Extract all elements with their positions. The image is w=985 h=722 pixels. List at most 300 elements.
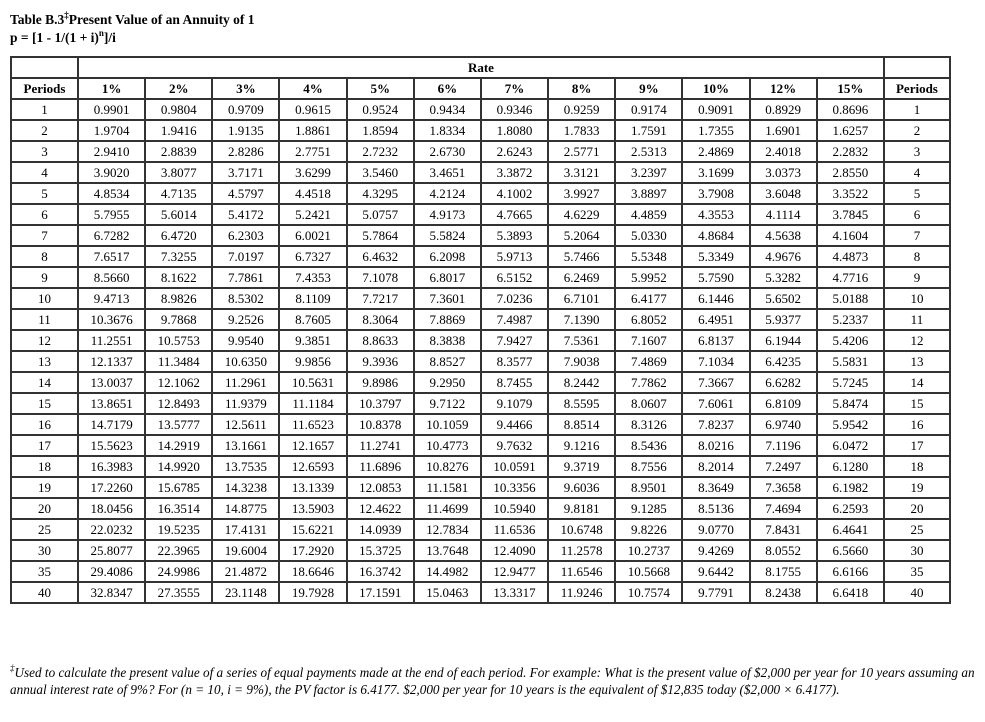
pv-factor-cell: 23.1148 bbox=[212, 582, 279, 603]
rate-column-header: 2% bbox=[145, 78, 212, 99]
pv-factor-cell: 13.7648 bbox=[414, 540, 481, 561]
rate-header: Rate bbox=[78, 57, 884, 78]
pv-factor-cell: 3.3522 bbox=[817, 183, 884, 204]
footnote bbox=[10, 664, 985, 698]
pv-factor-cell: 10.5940 bbox=[481, 498, 548, 519]
pv-factor-cell: 4.4518 bbox=[279, 183, 346, 204]
pv-factor-cell: 5.5831 bbox=[817, 351, 884, 372]
pv-factor-cell: 13.3317 bbox=[481, 582, 548, 603]
pv-factor-cell: 13.1339 bbox=[279, 477, 346, 498]
pv-factor-cell: 5.3282 bbox=[750, 267, 817, 288]
pv-factor-cell: 12.1657 bbox=[279, 435, 346, 456]
pv-factor-cell: 3.9927 bbox=[548, 183, 615, 204]
pv-factor-cell: 0.9434 bbox=[414, 99, 481, 120]
pv-factor-cell: 11.6546 bbox=[548, 561, 615, 582]
pv-factor-cell: 3.8077 bbox=[145, 162, 212, 183]
period-cell: 4 bbox=[11, 162, 78, 183]
pv-factor-cell: 11.1581 bbox=[414, 477, 481, 498]
pv-factor-cell: 32.8347 bbox=[78, 582, 145, 603]
rate-column-header: 10% bbox=[682, 78, 749, 99]
pv-factor-cell: 19.6004 bbox=[212, 540, 279, 561]
rate-column-header: 8% bbox=[548, 78, 615, 99]
pv-factor-cell: 7.3255 bbox=[145, 246, 212, 267]
pv-factor-cell: 10.2737 bbox=[615, 540, 682, 561]
pv-factor-cell: 2.5771 bbox=[548, 141, 615, 162]
pv-factor-cell: 4.5797 bbox=[212, 183, 279, 204]
pv-factor-cell: 4.5638 bbox=[750, 225, 817, 246]
table-row bbox=[11, 372, 950, 393]
pv-factor-cell: 8.5660 bbox=[78, 267, 145, 288]
pv-factor-cell: 0.9259 bbox=[548, 99, 615, 120]
pv-factor-cell: 10.8276 bbox=[414, 456, 481, 477]
pv-factor-cell: 3.3121 bbox=[548, 162, 615, 183]
pv-factor-cell: 11.6523 bbox=[279, 414, 346, 435]
pv-factor-cell: 8.1622 bbox=[145, 267, 212, 288]
pv-factor-cell: 9.2526 bbox=[212, 309, 279, 330]
pv-factor-cell: 7.6061 bbox=[682, 393, 749, 414]
pv-factor-cell: 29.4086 bbox=[78, 561, 145, 582]
pv-factor-cell: 0.9524 bbox=[347, 99, 414, 120]
pv-factor-cell: 6.8137 bbox=[682, 330, 749, 351]
pv-factor-cell: 3.4651 bbox=[414, 162, 481, 183]
pv-factor-cell: 0.9901 bbox=[78, 99, 145, 120]
pv-factor-cell: 9.7122 bbox=[414, 393, 481, 414]
table-row bbox=[11, 246, 950, 267]
pv-factor-cell: 6.8052 bbox=[615, 309, 682, 330]
pv-factor-cell: 9.3936 bbox=[347, 351, 414, 372]
period-cell: 11 bbox=[11, 309, 78, 330]
pv-factor-cell: 0.9804 bbox=[145, 99, 212, 120]
period-cell: 18 bbox=[884, 456, 950, 477]
pv-factor-cell: 9.1285 bbox=[615, 498, 682, 519]
pv-factor-cell: 7.8237 bbox=[682, 414, 749, 435]
period-cell: 3 bbox=[884, 141, 950, 162]
pv-factor-cell: 2.8550 bbox=[817, 162, 884, 183]
pv-factor-cell: 7.3601 bbox=[414, 288, 481, 309]
period-cell: 19 bbox=[884, 477, 950, 498]
pv-factor-cell: 11.4699 bbox=[414, 498, 481, 519]
pv-factor-cell: 7.3667 bbox=[682, 372, 749, 393]
pv-factor-cell: 11.2578 bbox=[548, 540, 615, 561]
pv-factor-cell: 18.0456 bbox=[78, 498, 145, 519]
pv-factor-cell: 9.1079 bbox=[481, 393, 548, 414]
pv-factor-cell: 8.3838 bbox=[414, 330, 481, 351]
pv-factor-cell: 4.4859 bbox=[615, 204, 682, 225]
pv-factor-cell: 3.1699 bbox=[682, 162, 749, 183]
footnote-text: Used to calculate the present value of a series of equal payments made at the end of each period. For example: What is the present value of $2,000 per year for 10 years assuming an annual interest rate of 9%? For (n = 10, i = 9%), the PV factor is 6.4177. $2,000 per year for 10 years is the equivalent of $12,835 today ($2,000 × 6.4177). bbox=[10, 665, 975, 697]
pv-factor-cell: 5.9713 bbox=[481, 246, 548, 267]
pv-factor-cell: 5.3893 bbox=[481, 225, 548, 246]
table-row bbox=[11, 498, 950, 519]
blank-corner-cell bbox=[11, 57, 78, 78]
pv-factor-cell: 6.4641 bbox=[817, 519, 884, 540]
pv-factor-cell: 11.2551 bbox=[78, 330, 145, 351]
pv-factor-cell: 5.4172 bbox=[212, 204, 279, 225]
pv-factor-cell: 22.0232 bbox=[78, 519, 145, 540]
table-row bbox=[11, 561, 950, 582]
period-cell: 35 bbox=[884, 561, 950, 582]
pv-factor-cell: 8.0216 bbox=[682, 435, 749, 456]
pv-factor-cell: 6.6282 bbox=[750, 372, 817, 393]
pv-factor-cell: 12.7834 bbox=[414, 519, 481, 540]
pv-factor-cell: 7.8431 bbox=[750, 519, 817, 540]
period-cell: 11 bbox=[884, 309, 950, 330]
pv-factor-cell: 4.6229 bbox=[548, 204, 615, 225]
pv-factor-cell: 12.9477 bbox=[481, 561, 548, 582]
pv-factor-cell: 1.8080 bbox=[481, 120, 548, 141]
pv-factor-cell: 9.7868 bbox=[145, 309, 212, 330]
table-row bbox=[11, 120, 950, 141]
pv-factor-cell: 7.6517 bbox=[78, 246, 145, 267]
pv-factor-cell: 4.1114 bbox=[750, 204, 817, 225]
pv-factor-cell: 1.7833 bbox=[548, 120, 615, 141]
pv-factor-cell: 4.7716 bbox=[817, 267, 884, 288]
pv-factor-cell: 7.0236 bbox=[481, 288, 548, 309]
pv-factor-cell: 13.5777 bbox=[145, 414, 212, 435]
pv-factor-cell: 13.1661 bbox=[212, 435, 279, 456]
pv-factor-cell: 0.9174 bbox=[615, 99, 682, 120]
period-cell: 25 bbox=[884, 519, 950, 540]
table-row bbox=[11, 456, 950, 477]
pv-factor-cell: 11.2961 bbox=[212, 372, 279, 393]
pv-factor-cell: 8.9826 bbox=[145, 288, 212, 309]
period-cell: 13 bbox=[11, 351, 78, 372]
pv-factor-cell: 6.6166 bbox=[817, 561, 884, 582]
pv-factor-cell: 6.7101 bbox=[548, 288, 615, 309]
pv-factor-cell: 5.7864 bbox=[347, 225, 414, 246]
periods-header-right: Periods bbox=[884, 78, 950, 99]
pv-factor-cell: 6.2469 bbox=[548, 267, 615, 288]
pv-factor-cell: 22.3965 bbox=[145, 540, 212, 561]
pv-factor-cell: 10.0591 bbox=[481, 456, 548, 477]
rate-column-header: 12% bbox=[750, 78, 817, 99]
pv-factor-cell: 8.5595 bbox=[548, 393, 615, 414]
table-row bbox=[11, 330, 950, 351]
pv-factor-cell: 10.4773 bbox=[414, 435, 481, 456]
pv-factor-cell: 17.1591 bbox=[347, 582, 414, 603]
pv-factor-cell: 2.9410 bbox=[78, 141, 145, 162]
pv-factor-cell: 17.2260 bbox=[78, 477, 145, 498]
pv-factor-cell: 4.9676 bbox=[750, 246, 817, 267]
pv-factor-cell: 5.7245 bbox=[817, 372, 884, 393]
pv-factor-cell: 6.5660 bbox=[817, 540, 884, 561]
pv-factor-cell: 5.0757 bbox=[347, 204, 414, 225]
pv-factor-cell: 9.7632 bbox=[481, 435, 548, 456]
pv-factor-cell: 8.2438 bbox=[750, 582, 817, 603]
table-row bbox=[11, 183, 950, 204]
pv-factor-cell: 7.1196 bbox=[750, 435, 817, 456]
pv-factor-cell: 8.1755 bbox=[750, 561, 817, 582]
pv-factor-cell: 10.3797 bbox=[347, 393, 414, 414]
pv-factor-cell: 3.6299 bbox=[279, 162, 346, 183]
pv-factor-cell: 6.0472 bbox=[817, 435, 884, 456]
period-cell: 18 bbox=[11, 456, 78, 477]
period-cell: 7 bbox=[884, 225, 950, 246]
table-row bbox=[11, 393, 950, 414]
pv-factor-cell: 9.6036 bbox=[548, 477, 615, 498]
pv-factor-cell: 15.5623 bbox=[78, 435, 145, 456]
pv-factor-cell: 5.6014 bbox=[145, 204, 212, 225]
table-row bbox=[11, 288, 950, 309]
pv-factor-cell: 7.7861 bbox=[212, 267, 279, 288]
pv-factor-cell: 8.0607 bbox=[615, 393, 682, 414]
pv-factor-cell: 11.9246 bbox=[548, 582, 615, 603]
pv-factor-cell: 1.9416 bbox=[145, 120, 212, 141]
pv-factor-cell: 5.0330 bbox=[615, 225, 682, 246]
pv-factor-cell: 6.2303 bbox=[212, 225, 279, 246]
pv-factor-cell: 9.4713 bbox=[78, 288, 145, 309]
pv-factor-cell: 3.2397 bbox=[615, 162, 682, 183]
pv-factor-cell: 5.7466 bbox=[548, 246, 615, 267]
period-cell: 30 bbox=[11, 540, 78, 561]
pv-factor-cell: 14.9920 bbox=[145, 456, 212, 477]
table-head bbox=[11, 57, 950, 99]
pv-factor-cell: 4.3553 bbox=[682, 204, 749, 225]
pv-factor-cell: 8.7455 bbox=[481, 372, 548, 393]
pv-factor-cell: 5.9542 bbox=[817, 414, 884, 435]
period-cell: 6 bbox=[884, 204, 950, 225]
pv-factor-cell: 12.1337 bbox=[78, 351, 145, 372]
pv-factor-cell: 12.8493 bbox=[145, 393, 212, 414]
pv-factor-cell: 8.0552 bbox=[750, 540, 817, 561]
pv-factor-cell: 6.4632 bbox=[347, 246, 414, 267]
pv-factor-cell: 8.3649 bbox=[682, 477, 749, 498]
pv-factor-cell: 12.6593 bbox=[279, 456, 346, 477]
table-row bbox=[11, 99, 950, 120]
pv-factor-cell: 6.6418 bbox=[817, 582, 884, 603]
pv-factor-cell: 2.4869 bbox=[682, 141, 749, 162]
pv-factor-cell: 11.2741 bbox=[347, 435, 414, 456]
pv-factor-cell: 10.6748 bbox=[548, 519, 615, 540]
pv-factor-cell: 9.9540 bbox=[212, 330, 279, 351]
pv-factor-cell: 1.9135 bbox=[212, 120, 279, 141]
pv-factor-cell: 9.8181 bbox=[548, 498, 615, 519]
pv-factor-cell: 0.9091 bbox=[682, 99, 749, 120]
pv-factor-cell: 5.7955 bbox=[78, 204, 145, 225]
pv-factor-cell: 13.5903 bbox=[279, 498, 346, 519]
annuity-table bbox=[10, 56, 951, 604]
pv-factor-cell: 0.9615 bbox=[279, 99, 346, 120]
pv-factor-cell: 9.6442 bbox=[682, 561, 749, 582]
pv-factor-cell: 8.3126 bbox=[615, 414, 682, 435]
rate-column-header: 6% bbox=[414, 78, 481, 99]
period-cell: 40 bbox=[884, 582, 950, 603]
pv-factor-cell: 7.1078 bbox=[347, 267, 414, 288]
pv-factor-cell: 6.0021 bbox=[279, 225, 346, 246]
pv-factor-cell: 19.5235 bbox=[145, 519, 212, 540]
pv-factor-cell: 6.1280 bbox=[817, 456, 884, 477]
period-cell: 2 bbox=[11, 120, 78, 141]
pv-factor-cell: 6.1982 bbox=[817, 477, 884, 498]
pv-factor-cell: 3.7908 bbox=[682, 183, 749, 204]
rate-column-header: 15% bbox=[817, 78, 884, 99]
period-cell: 12 bbox=[884, 330, 950, 351]
pv-factor-cell: 0.9709 bbox=[212, 99, 279, 120]
pv-factor-cell: 9.8226 bbox=[615, 519, 682, 540]
pv-factor-cell: 3.7845 bbox=[817, 204, 884, 225]
table-row bbox=[11, 477, 950, 498]
pv-factor-cell: 9.0770 bbox=[682, 519, 749, 540]
pv-factor-cell: 1.8861 bbox=[279, 120, 346, 141]
period-cell: 17 bbox=[884, 435, 950, 456]
period-cell: 5 bbox=[11, 183, 78, 204]
table-row bbox=[11, 582, 950, 603]
pv-factor-cell: 6.4235 bbox=[750, 351, 817, 372]
pv-factor-cell: 8.3064 bbox=[347, 309, 414, 330]
table-row bbox=[11, 540, 950, 561]
pv-factor-cell: 27.3555 bbox=[145, 582, 212, 603]
pv-factor-cell: 5.9377 bbox=[750, 309, 817, 330]
rate-column-header: 5% bbox=[347, 78, 414, 99]
pv-factor-cell: 24.9986 bbox=[145, 561, 212, 582]
footnote-dagger: ‡ bbox=[10, 662, 15, 673]
pv-factor-cell: 6.2098 bbox=[414, 246, 481, 267]
pv-factor-cell: 7.3658 bbox=[750, 477, 817, 498]
pv-factor-cell: 10.3676 bbox=[78, 309, 145, 330]
table-row bbox=[11, 309, 950, 330]
pv-factor-cell: 7.8869 bbox=[414, 309, 481, 330]
pv-factor-cell: 10.1059 bbox=[414, 414, 481, 435]
pv-factor-cell: 4.3295 bbox=[347, 183, 414, 204]
pv-factor-cell: 8.2442 bbox=[548, 372, 615, 393]
period-cell: 40 bbox=[11, 582, 78, 603]
pv-factor-cell: 7.9038 bbox=[548, 351, 615, 372]
pv-factor-cell: 15.6785 bbox=[145, 477, 212, 498]
pv-factor-cell: 11.9379 bbox=[212, 393, 279, 414]
periods-header-left: Periods bbox=[11, 78, 78, 99]
pv-factor-cell: 8.5302 bbox=[212, 288, 279, 309]
pv-factor-cell: 6.4951 bbox=[682, 309, 749, 330]
pv-factor-cell: 14.2919 bbox=[145, 435, 212, 456]
pv-factor-cell: 8.5436 bbox=[615, 435, 682, 456]
pv-factor-cell: 5.2421 bbox=[279, 204, 346, 225]
pv-factor-cell: 3.6048 bbox=[750, 183, 817, 204]
pv-factor-cell: 11.1184 bbox=[279, 393, 346, 414]
period-cell: 8 bbox=[11, 246, 78, 267]
pv-factor-cell: 2.6730 bbox=[414, 141, 481, 162]
period-cell: 9 bbox=[884, 267, 950, 288]
pv-factor-cell: 17.2920 bbox=[279, 540, 346, 561]
pv-factor-cell: 9.4269 bbox=[682, 540, 749, 561]
pv-factor-cell: 6.1944 bbox=[750, 330, 817, 351]
dagger-mark: ‡ bbox=[64, 9, 69, 20]
pv-factor-cell: 5.6502 bbox=[750, 288, 817, 309]
period-cell: 20 bbox=[11, 498, 78, 519]
pv-factor-cell: 8.2014 bbox=[682, 456, 749, 477]
pv-factor-cell: 9.3719 bbox=[548, 456, 615, 477]
pv-factor-cell: 0.8929 bbox=[750, 99, 817, 120]
column-header-row bbox=[11, 78, 950, 99]
pv-factor-cell: 8.7556 bbox=[615, 456, 682, 477]
pv-factor-cell: 14.8775 bbox=[212, 498, 279, 519]
pv-factor-cell: 0.8696 bbox=[817, 99, 884, 120]
pv-factor-cell: 9.1216 bbox=[548, 435, 615, 456]
pv-factor-cell: 4.1002 bbox=[481, 183, 548, 204]
pv-factor-cell: 18.6646 bbox=[279, 561, 346, 582]
pv-factor-cell: 7.9427 bbox=[481, 330, 548, 351]
blank-corner-cell bbox=[884, 57, 950, 78]
pv-factor-cell: 5.5348 bbox=[615, 246, 682, 267]
pv-factor-cell: 19.7928 bbox=[279, 582, 346, 603]
pv-factor-cell: 2.5313 bbox=[615, 141, 682, 162]
pv-factor-cell: 7.4694 bbox=[750, 498, 817, 519]
period-cell: 8 bbox=[884, 246, 950, 267]
pv-factor-cell: 9.2950 bbox=[414, 372, 481, 393]
pv-factor-cell: 9.7791 bbox=[682, 582, 749, 603]
pv-factor-cell: 4.2124 bbox=[414, 183, 481, 204]
pv-factor-cell: 1.7591 bbox=[615, 120, 682, 141]
period-cell: 3 bbox=[11, 141, 78, 162]
pv-factor-cell: 9.3851 bbox=[279, 330, 346, 351]
pv-factor-cell: 6.1446 bbox=[682, 288, 749, 309]
rate-column-header: 1% bbox=[78, 78, 145, 99]
period-cell: 25 bbox=[11, 519, 78, 540]
pv-factor-cell: 10.7574 bbox=[615, 582, 682, 603]
table-body bbox=[11, 99, 950, 603]
period-cell: 14 bbox=[11, 372, 78, 393]
pv-factor-cell: 4.7665 bbox=[481, 204, 548, 225]
pv-factor-cell: 1.9704 bbox=[78, 120, 145, 141]
period-cell: 10 bbox=[11, 288, 78, 309]
formula bbox=[10, 29, 116, 47]
pv-factor-cell: 25.8077 bbox=[78, 540, 145, 561]
table-row bbox=[11, 162, 950, 183]
pv-factor-cell: 10.5668 bbox=[615, 561, 682, 582]
pv-factor-cell: 12.1062 bbox=[145, 372, 212, 393]
rate-column-header: 3% bbox=[212, 78, 279, 99]
pv-factor-cell: 14.3238 bbox=[212, 477, 279, 498]
pv-factor-cell: 15.0463 bbox=[414, 582, 481, 603]
pv-factor-cell: 7.4869 bbox=[615, 351, 682, 372]
pv-factor-cell: 8.3577 bbox=[481, 351, 548, 372]
pv-factor-cell: 5.7590 bbox=[682, 267, 749, 288]
pv-factor-cell: 6.5152 bbox=[481, 267, 548, 288]
pv-factor-cell: 8.1109 bbox=[279, 288, 346, 309]
pv-factor-cell: 7.7862 bbox=[615, 372, 682, 393]
period-cell: 15 bbox=[884, 393, 950, 414]
period-cell: 1 bbox=[11, 99, 78, 120]
pv-factor-cell: 12.5611 bbox=[212, 414, 279, 435]
pv-factor-cell: 12.4090 bbox=[481, 540, 548, 561]
pv-factor-cell: 9.9856 bbox=[279, 351, 346, 372]
pv-factor-cell: 10.5631 bbox=[279, 372, 346, 393]
pv-factor-cell: 2.6243 bbox=[481, 141, 548, 162]
pv-factor-cell: 8.8527 bbox=[414, 351, 481, 372]
table-row bbox=[11, 141, 950, 162]
pv-factor-cell: 6.7282 bbox=[78, 225, 145, 246]
pv-factor-cell: 5.2337 bbox=[817, 309, 884, 330]
period-cell: 7 bbox=[11, 225, 78, 246]
pv-factor-cell: 3.8897 bbox=[615, 183, 682, 204]
pv-factor-cell: 7.4353 bbox=[279, 267, 346, 288]
period-cell: 12 bbox=[11, 330, 78, 351]
pv-factor-cell: 7.1390 bbox=[548, 309, 615, 330]
table-row bbox=[11, 204, 950, 225]
pv-factor-cell: 5.0188 bbox=[817, 288, 884, 309]
period-cell: 13 bbox=[884, 351, 950, 372]
formula-exponent: n bbox=[98, 27, 104, 38]
pv-factor-cell: 8.8633 bbox=[347, 330, 414, 351]
pv-factor-cell: 8.5136 bbox=[682, 498, 749, 519]
pv-factor-cell: 9.8986 bbox=[347, 372, 414, 393]
period-cell: 4 bbox=[884, 162, 950, 183]
pv-factor-cell: 2.7751 bbox=[279, 141, 346, 162]
period-cell: 20 bbox=[884, 498, 950, 519]
pv-factor-cell: 4.8534 bbox=[78, 183, 145, 204]
period-cell: 9 bbox=[11, 267, 78, 288]
pv-factor-cell: 14.7179 bbox=[78, 414, 145, 435]
pv-factor-cell: 7.2497 bbox=[750, 456, 817, 477]
